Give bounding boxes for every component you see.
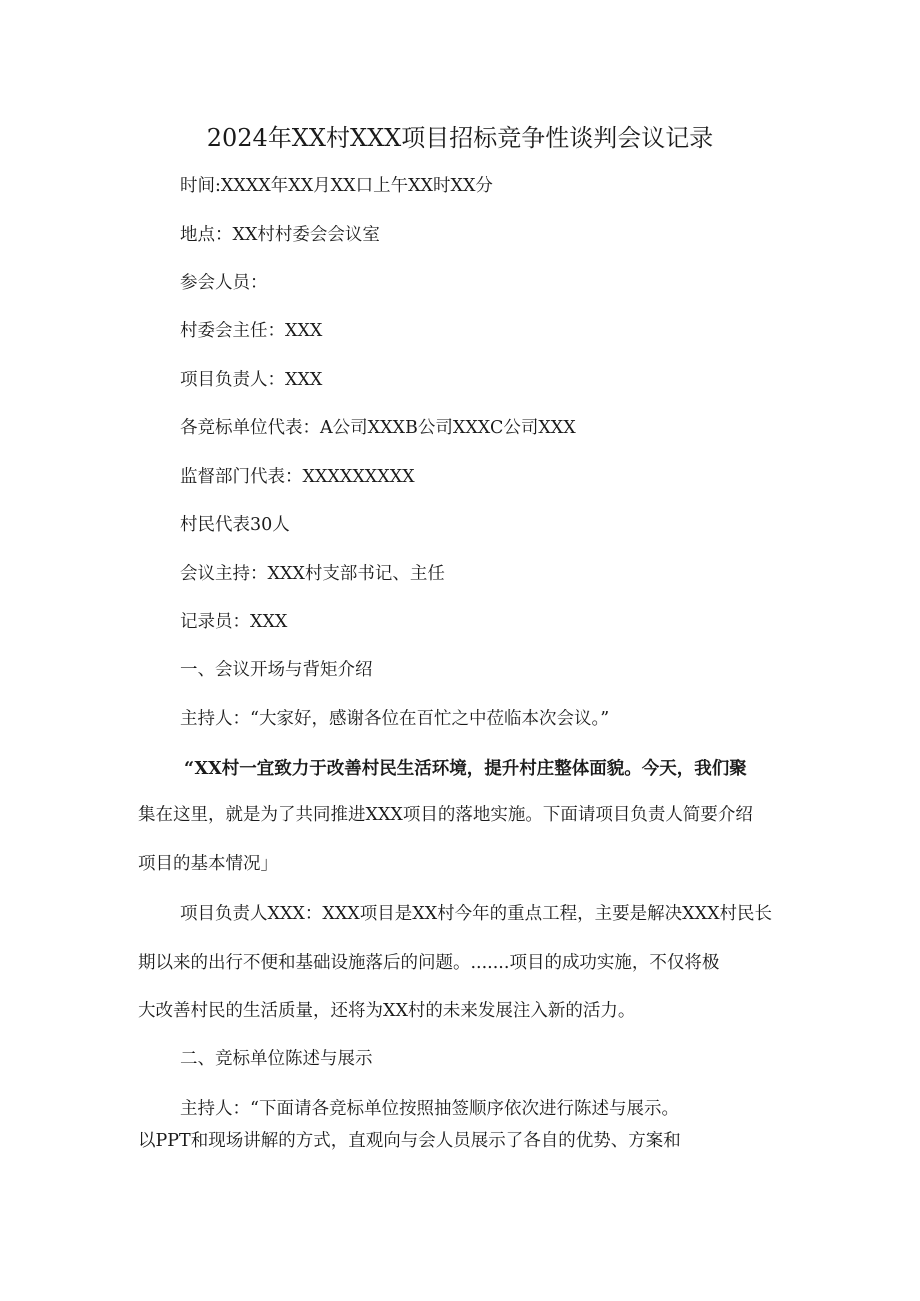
attendees-label: 参会人员： [180, 273, 268, 293]
meeting-time: 时间:XXXX年XX月XX口上午XX时XX分 [180, 176, 493, 196]
attendee-bidders: 各竞标单位代表：A公司XXXB公司XXXC公司XXX [180, 418, 576, 438]
section2-heading: 二、竞标单位陈述与展示 [180, 1049, 373, 1069]
section2-host-line: 主持人：“下面请各竞标单位按照抽签顺序依次进行陈述与展示。 [180, 1099, 679, 1119]
section1-para1-line1: “XX村一宜致力于改善村民生活环境，提升村庄整体面貌。今天，我们聚 [184, 759, 747, 779]
section1-heading: 一、会议开场与背矩介绍 [180, 660, 373, 680]
attendee-supervisor: 监督部门代表：XXXXXXXXX [180, 467, 415, 487]
document-title: 2024年XX村XXX项目招标竞争性谈判会议记录 [206, 124, 714, 152]
section1-host-line: 主持人：“大家好，感谢各位在百忙之中莅临本次会议。” [180, 709, 610, 729]
attendee-committee-director: 村委会主任：XXX [180, 321, 323, 341]
section1-para2-line2: 期以来的出行不便和基础设施落后的问题。.......项目的成功实施，不仅将极 [138, 953, 720, 973]
section1-para2-line1: 项目负责人XXX：XXX项目是XX村今年的重点工程，主要是解决XXX村民长 [180, 904, 773, 924]
section1-para1-line3: 项目的基本情况」 [138, 854, 278, 874]
section1-para1-line2: 集在这里，就是为了共同推进XXX项目的落地实施。下面请项目负责人简要介绍 [138, 805, 753, 825]
section2-tail-line: 以PPT和现场讲解的方式，直观向与会人员展示了各自的优势、方案和 [138, 1131, 681, 1151]
attendee-project-lead: 项目负责人：XXX [180, 370, 323, 390]
meeting-host: 会议主持：XXX村支部书记、主任 [180, 564, 445, 584]
meeting-recorder: 记录员：XXX [180, 612, 288, 632]
attendee-villagers: 村民代表30人 [180, 515, 290, 535]
meeting-place: 地点：XX村村委会会议室 [180, 225, 380, 245]
section1-para2-line3: 大改善村民的生活质量，还将为XX村的未来发展注入新的活力。 [138, 1001, 636, 1021]
